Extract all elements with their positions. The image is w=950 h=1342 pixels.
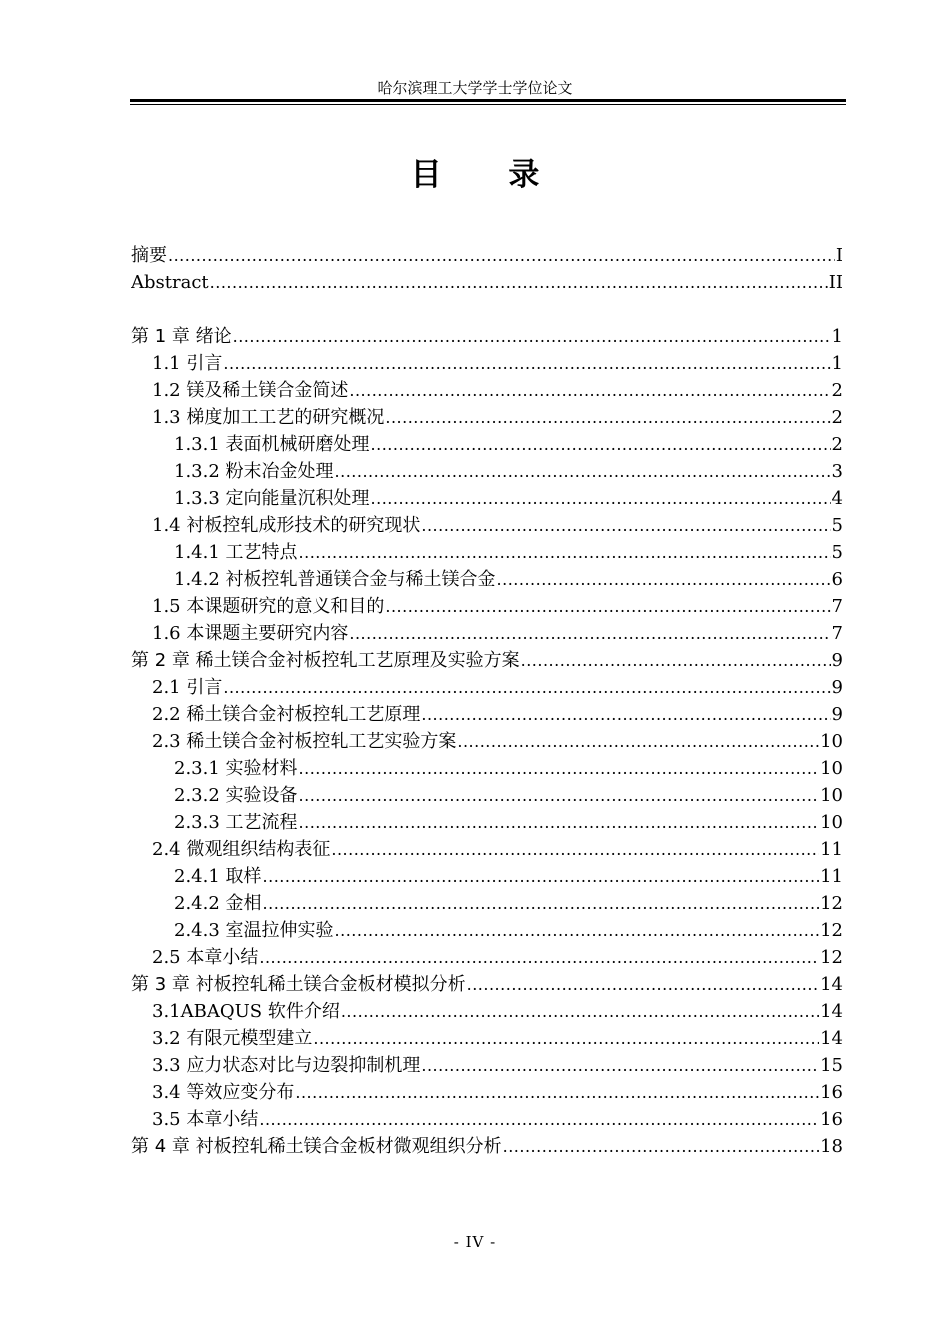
toc-entry[interactable] — [131, 431, 843, 458]
toc-leader-dots — [349, 377, 830, 404]
toc-entry-label: 第 2 章 稀土镁合金衬板控轧工艺原理及实验方案 — [131, 650, 520, 671]
toc-entry[interactable] — [131, 620, 843, 647]
toc-entry[interactable] — [131, 242, 843, 269]
toc-entry-page: 16 — [820, 1082, 843, 1103]
toc-entry[interactable] — [131, 674, 843, 701]
toc-leader-dots — [299, 782, 820, 809]
toc-entry[interactable] — [131, 458, 843, 485]
page-number: - IV - — [453, 1233, 497, 1251]
toc-entry[interactable] — [131, 485, 843, 512]
toc-leader-dots — [259, 944, 819, 971]
toc-entry-label: 2.4.3 室温拉伸实验 — [174, 920, 334, 941]
toc-entry-page: 16 — [820, 1109, 843, 1130]
toc-leader-dots — [335, 917, 820, 944]
toc-entry-page: 9 — [831, 704, 843, 725]
toc-entry[interactable] — [131, 863, 843, 890]
toc-entry-page: 10 — [820, 758, 843, 779]
toc-entry-page: 10 — [820, 812, 843, 833]
toc-leader-dots — [223, 350, 830, 377]
toc-entry-label: 1.3 梯度加工工艺的研究概况 — [152, 407, 385, 428]
header-rule-thick — [130, 99, 846, 102]
toc-entry-label: 第 4 章 衬板控轧稀土镁合金板材微观组织分析 — [131, 1136, 502, 1157]
toc-leader-dots — [335, 458, 831, 485]
toc-entry-label: 1.3.1 表面机械研磨处理 — [174, 434, 370, 455]
toc-entry-label: 2.2 稀土镁合金衬板控轧工艺原理 — [152, 704, 421, 725]
toc-entry-page: 5 — [831, 542, 843, 563]
toc-leader-dots — [233, 323, 831, 350]
toc-entry-label: 3.5 本章小结 — [152, 1109, 259, 1130]
toc-entry-label: 1.5 本课题研究的意义和目的 — [152, 596, 385, 617]
toc-leader-dots — [210, 269, 828, 296]
toc-entry-page: 12 — [820, 947, 843, 968]
toc-leader-dots — [168, 242, 835, 269]
toc-entry-page: 9 — [831, 650, 843, 671]
toc-leader-dots — [263, 890, 820, 917]
toc-entry-label: 2.4 微观组织结构表征 — [152, 839, 331, 860]
toc-leader-dots — [421, 701, 830, 728]
toc-entry[interactable] — [131, 917, 843, 944]
toc-leader-dots — [421, 1052, 819, 1079]
toc-leader-dots — [299, 809, 820, 836]
toc-entry-page: 14 — [820, 1028, 843, 1049]
toc-entry[interactable] — [131, 566, 843, 593]
toc-entry-label: 摘要 — [131, 245, 167, 266]
toc-entry-page: 12 — [820, 893, 843, 914]
toc-entry-label: 1.3.2 粉末冶金处理 — [174, 461, 334, 482]
toc-leader-dots — [371, 431, 831, 458]
toc-entry-page: I — [835, 245, 843, 266]
toc-entry-page: 7 — [831, 623, 843, 644]
toc-entry-label: 3.1ABAQUS 软件介绍 — [152, 1001, 340, 1022]
toc-entry-label: 2.3.2 实验设备 — [174, 785, 298, 806]
table-of-contents — [131, 242, 843, 1160]
toc-entry-label: 2.3.1 实验材料 — [174, 758, 298, 779]
toc-leader-dots — [299, 755, 820, 782]
toc-entry-label: 第 3 章 衬板控轧稀土镁合金板材模拟分析 — [131, 974, 466, 995]
toc-entry[interactable] — [131, 809, 843, 836]
toc-entry[interactable] — [131, 728, 843, 755]
toc-entry-label: 1.4 衬板控轧成形技术的研究现状 — [152, 515, 421, 536]
toc-entry-page: 4 — [831, 488, 843, 509]
toc-entry[interactable] — [131, 404, 843, 431]
toc-leader-dots — [521, 647, 831, 674]
toc-entry-label: 1.3.3 定向能量沉积处理 — [174, 488, 370, 509]
toc-leader-dots — [421, 512, 830, 539]
toc-entry-label: 2.5 本章小结 — [152, 947, 259, 968]
toc-entry-page: 3 — [831, 461, 843, 482]
toc-leader-dots — [503, 1133, 819, 1160]
toc-entry[interactable] — [131, 755, 843, 782]
toc-leader-dots — [341, 998, 819, 1025]
toc-leader-dots — [467, 971, 819, 998]
toc-entry[interactable] — [131, 350, 843, 377]
toc-entry-label: 2.3.3 工艺流程 — [174, 812, 298, 833]
toc-entry-page: 2 — [831, 407, 843, 428]
toc-entry-page: 18 — [820, 1136, 843, 1157]
toc-entry-label: 2.4.2 金相 — [174, 893, 262, 914]
toc-entry[interactable] — [131, 512, 843, 539]
toc-entry[interactable] — [131, 971, 843, 998]
toc-entry-label: 3.4 等效应变分布 — [152, 1082, 295, 1103]
toc-entry-page: 15 — [820, 1055, 843, 1076]
toc-entry-page: II — [828, 272, 843, 293]
toc-entry[interactable] — [131, 593, 843, 620]
toc-entry[interactable] — [131, 1025, 843, 1052]
toc-entry-label: 1.4.1 工艺特点 — [174, 542, 298, 563]
toc-entry-page: 9 — [831, 677, 843, 698]
toc-leader-dots — [371, 485, 831, 512]
header-rule-thin — [130, 104, 846, 105]
page-title: 目 录 — [410, 157, 568, 193]
toc-entry-label: 3.2 有限元模型建立 — [152, 1028, 313, 1049]
toc-entry-page: 6 — [831, 569, 843, 590]
toc-leader-dots — [263, 863, 820, 890]
toc-entry-page: 14 — [820, 974, 843, 995]
toc-entry[interactable] — [131, 998, 843, 1025]
toc-leader-dots — [497, 566, 831, 593]
toc-entry-page: 2 — [831, 380, 843, 401]
toc-entry[interactable] — [131, 1133, 843, 1160]
toc-leader-dots — [349, 620, 830, 647]
toc-entry-label: 1.2 镁及稀土镁合金简述 — [152, 380, 349, 401]
toc-entry[interactable] — [131, 836, 843, 863]
toc-entry[interactable] — [131, 782, 843, 809]
toc-entry-page: 12 — [820, 920, 843, 941]
toc-leader-dots — [331, 836, 819, 863]
toc-entry[interactable] — [131, 323, 843, 350]
toc-leader-dots — [259, 1106, 819, 1133]
toc-leader-dots — [299, 539, 831, 566]
toc-entry[interactable] — [131, 1079, 843, 1106]
toc-entry-page: 14 — [820, 1001, 843, 1022]
toc-entry-page: 1 — [831, 353, 843, 374]
toc-leader-dots — [457, 728, 819, 755]
toc-leader-dots — [385, 593, 830, 620]
toc-entry-page: 1 — [831, 326, 843, 347]
toc-entry-label: 1.1 引言 — [152, 353, 223, 374]
toc-leader-dots — [385, 404, 830, 431]
running-header: 哈尔滨理工大学学士学位论文 — [377, 79, 573, 97]
toc-leader-dots — [295, 1079, 819, 1106]
toc-entry-label: 2.1 引言 — [152, 677, 223, 698]
toc-entry-page: 5 — [831, 515, 843, 536]
toc-entry-page: 11 — [820, 839, 843, 860]
toc-leader-dots — [223, 674, 830, 701]
toc-entry[interactable] — [131, 269, 843, 296]
toc-entry[interactable] — [131, 539, 843, 566]
toc-entry-label: 1.6 本课题主要研究内容 — [152, 623, 349, 644]
toc-entry-label: 3.3 应力状态对比与边裂抑制机理 — [152, 1055, 421, 1076]
toc-entry[interactable] — [131, 890, 843, 917]
toc-leader-dots — [313, 1025, 819, 1052]
toc-entry-page: 7 — [831, 596, 843, 617]
toc-entry-label: Abstract — [131, 272, 209, 293]
toc-entry-label: 2.3 稀土镁合金衬板控轧工艺实验方案 — [152, 731, 457, 752]
toc-entry-page: 10 — [820, 731, 843, 752]
toc-entry[interactable] — [131, 701, 843, 728]
toc-entry-page: 11 — [820, 866, 843, 887]
toc-entry[interactable] — [131, 1106, 843, 1133]
toc-entry[interactable] — [131, 1052, 843, 1079]
toc-entry-label: 第 1 章 绪论 — [131, 326, 232, 347]
toc-entry[interactable] — [131, 647, 843, 674]
toc-entry-page: 2 — [831, 434, 843, 455]
toc-entry[interactable] — [131, 944, 843, 971]
toc-entry-label: 1.4.2 衬板控轧普通镁合金与稀土镁合金 — [174, 569, 496, 590]
toc-entry-page: 10 — [820, 785, 843, 806]
toc-entry-label: 2.4.1 取样 — [174, 866, 262, 887]
toc-entry[interactable] — [131, 377, 843, 404]
